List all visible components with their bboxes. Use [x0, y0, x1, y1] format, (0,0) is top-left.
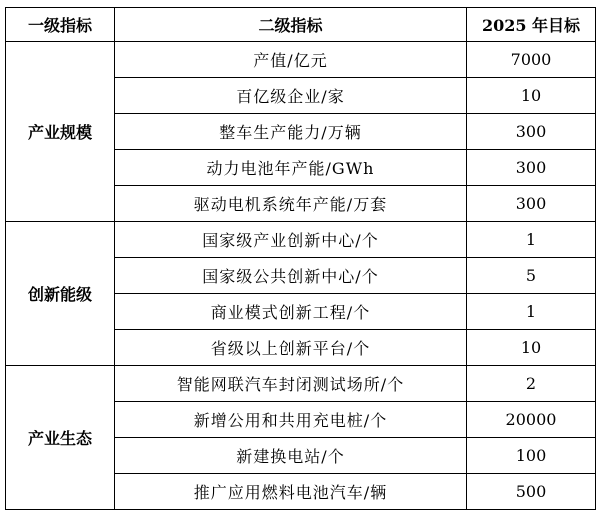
indicator-cell: 国家级公共创新中心/个: [115, 258, 467, 294]
category-cell: 产业生态: [6, 366, 115, 510]
indicator-cell: 动力电池年产能/GWh: [115, 150, 467, 186]
target-cell: 300: [467, 114, 596, 150]
target-cell: 7000: [467, 42, 596, 78]
target-cell: 1: [467, 222, 596, 258]
table-row: [6, 42, 596, 78]
target-cell: 5: [467, 258, 596, 294]
indicator-cell: 商业模式创新工程/个: [115, 294, 467, 330]
indicator-cell: 产值/亿元: [115, 42, 467, 78]
indicator-cell: 百亿级企业/家: [115, 78, 467, 114]
indicator-cell: 国家级产业创新中心/个: [115, 222, 467, 258]
category-cell: 产业规模: [6, 42, 115, 222]
indicator-target-table: [5, 7, 596, 510]
target-cell: 100: [467, 438, 596, 474]
category-cell: 创新能级: [6, 222, 115, 366]
target-cell: 2: [467, 366, 596, 402]
target-cell: 300: [467, 150, 596, 186]
table-header-row: [6, 8, 596, 42]
document-page: [5, 7, 596, 510]
indicator-cell: 驱动电机系统年产能/万套: [115, 186, 467, 222]
header-primary-indicator: 一级指标: [6, 8, 115, 42]
target-cell: 300: [467, 186, 596, 222]
target-cell: 500: [467, 474, 596, 510]
indicator-cell: 推广应用燃料电池汽车/辆: [115, 474, 467, 510]
header-secondary-indicator: 二级指标: [115, 8, 467, 42]
header-2025-target: 2025 年目标: [467, 8, 596, 42]
indicator-cell: 整车生产能力/万辆: [115, 114, 467, 150]
indicator-cell: 省级以上创新平台/个: [115, 330, 467, 366]
target-cell: 10: [467, 330, 596, 366]
target-cell: 20000: [467, 402, 596, 438]
target-cell: 1: [467, 294, 596, 330]
table-row: [6, 366, 596, 402]
table-row: [6, 222, 596, 258]
indicator-cell: 智能网联汽车封闭测试场所/个: [115, 366, 467, 402]
indicator-cell: 新增公用和共用充电桩/个: [115, 402, 467, 438]
indicator-cell: 新建换电站/个: [115, 438, 467, 474]
target-cell: 10: [467, 78, 596, 114]
